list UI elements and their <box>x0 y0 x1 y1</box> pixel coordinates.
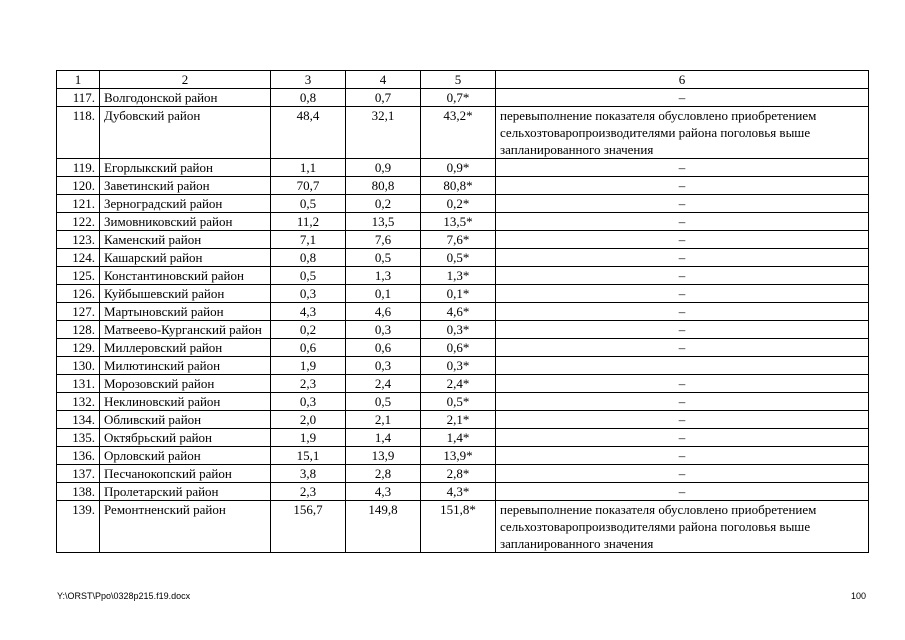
note-cell: – <box>496 303 869 321</box>
note-cell: – <box>496 231 869 249</box>
district-name-cell: Миллеровский район <box>100 339 271 357</box>
row-number-cell: 128. <box>57 321 100 339</box>
note-cell: – <box>496 339 869 357</box>
note-cell: – <box>496 465 869 483</box>
value-col5-cell: 0,7* <box>421 89 496 107</box>
header-cell: 3 <box>271 71 346 89</box>
district-name-cell: Дубовский район <box>100 107 271 159</box>
row-number-cell: 129. <box>57 339 100 357</box>
table-row <box>57 159 869 177</box>
table-row <box>57 213 869 231</box>
value-col3-cell: 48,4 <box>271 107 346 159</box>
value-col4-cell: 0,2 <box>346 195 421 213</box>
value-col5-cell: 13,5* <box>421 213 496 231</box>
value-col5-cell: 0,1* <box>421 285 496 303</box>
value-col4-cell: 0,3 <box>346 321 421 339</box>
district-name-cell: Обливский район <box>100 411 271 429</box>
value-col3-cell: 1,1 <box>271 159 346 177</box>
district-name-cell: Неклиновский район <box>100 393 271 411</box>
value-col3-cell: 0,3 <box>271 393 346 411</box>
page-number: 100 <box>850 591 866 601</box>
table-row <box>57 429 869 447</box>
row-number-cell: 138. <box>57 483 100 501</box>
header-row <box>57 71 869 89</box>
table-row <box>57 267 869 285</box>
value-col5-cell: 0,9* <box>421 159 496 177</box>
table-row <box>57 375 869 393</box>
data-table <box>56 70 869 553</box>
value-col3-cell: 15,1 <box>271 447 346 465</box>
note-cell: перевыполнение показателя обусловлено приобретением сельхозтоваропроизводителями района поголовья выше запланированного значения <box>496 501 869 553</box>
value-col5-cell: 80,8* <box>421 177 496 195</box>
value-col4-cell: 80,8 <box>346 177 421 195</box>
row-number-cell: 139. <box>57 501 100 553</box>
note-cell <box>496 357 869 375</box>
value-col3-cell: 0,3 <box>271 285 346 303</box>
district-name-cell: Морозовский район <box>100 375 271 393</box>
district-name-cell: Заветинский район <box>100 177 271 195</box>
header-cell: 2 <box>100 71 271 89</box>
value-col5-cell: 4,6* <box>421 303 496 321</box>
value-col4-cell: 0,9 <box>346 159 421 177</box>
value-col4-cell: 2,8 <box>346 465 421 483</box>
value-col3-cell: 2,3 <box>271 483 346 501</box>
district-name-cell: Константиновский район <box>100 267 271 285</box>
table-row <box>57 447 869 465</box>
row-number-cell: 117. <box>57 89 100 107</box>
note-cell: перевыполнение показателя обусловлено приобретением сельхозтоваропроизводителями района поголовья выше запланированного значения <box>496 107 869 159</box>
district-name-cell: Зерноградский район <box>100 195 271 213</box>
value-col5-cell: 0,3* <box>421 357 496 375</box>
district-name-cell: Мартыновский район <box>100 303 271 321</box>
value-col5-cell: 2,1* <box>421 411 496 429</box>
note-cell: – <box>496 483 869 501</box>
district-name-cell: Пролетарский район <box>100 483 271 501</box>
note-cell: – <box>496 285 869 303</box>
value-col4-cell: 4,3 <box>346 483 421 501</box>
value-col5-cell: 43,2* <box>421 107 496 159</box>
value-col3-cell: 1,9 <box>271 429 346 447</box>
row-number-cell: 121. <box>57 195 100 213</box>
district-name-cell: Милютинский район <box>100 357 271 375</box>
note-cell: – <box>496 177 869 195</box>
note-cell: – <box>496 447 869 465</box>
value-col5-cell: 0,5* <box>421 249 496 267</box>
value-col4-cell: 7,6 <box>346 231 421 249</box>
row-number-cell: 118. <box>57 107 100 159</box>
value-col3-cell: 1,9 <box>271 357 346 375</box>
table-row <box>57 303 869 321</box>
row-number-cell: 122. <box>57 213 100 231</box>
table-row <box>57 107 869 159</box>
row-number-cell: 126. <box>57 285 100 303</box>
value-col5-cell: 2,4* <box>421 375 496 393</box>
value-col3-cell: 0,2 <box>271 321 346 339</box>
row-number-cell: 132. <box>57 393 100 411</box>
value-col4-cell: 0,5 <box>346 249 421 267</box>
value-col5-cell: 4,3* <box>421 483 496 501</box>
value-col5-cell: 7,6* <box>421 231 496 249</box>
district-name-cell: Октябрьский район <box>100 429 271 447</box>
value-col4-cell: 32,1 <box>346 107 421 159</box>
note-cell: – <box>496 213 869 231</box>
row-number-cell: 130. <box>57 357 100 375</box>
table-row <box>57 483 869 501</box>
note-cell: – <box>496 249 869 267</box>
row-number-cell: 135. <box>57 429 100 447</box>
table-row <box>57 249 869 267</box>
row-number-cell: 123. <box>57 231 100 249</box>
value-col3-cell: 7,1 <box>271 231 346 249</box>
note-cell: – <box>496 393 869 411</box>
value-col5-cell: 1,4* <box>421 429 496 447</box>
value-col4-cell: 2,1 <box>346 411 421 429</box>
value-col5-cell: 0,3* <box>421 321 496 339</box>
district-name-cell: Орловский район <box>100 447 271 465</box>
table-row <box>57 411 869 429</box>
table-row <box>57 339 869 357</box>
table-row <box>57 501 869 553</box>
value-col4-cell: 0,7 <box>346 89 421 107</box>
table-row <box>57 177 869 195</box>
value-col3-cell: 4,3 <box>271 303 346 321</box>
value-col3-cell: 0,5 <box>271 195 346 213</box>
value-col5-cell: 0,6* <box>421 339 496 357</box>
value-col3-cell: 3,8 <box>271 465 346 483</box>
header-cell: 1 <box>57 71 100 89</box>
note-cell: – <box>496 429 869 447</box>
value-col5-cell: 1,3* <box>421 267 496 285</box>
value-col4-cell: 149,8 <box>346 501 421 553</box>
district-name-cell: Матвеево-Курганский район <box>100 321 271 339</box>
note-cell: – <box>496 195 869 213</box>
table-row <box>57 285 869 303</box>
row-number-cell: 127. <box>57 303 100 321</box>
district-name-cell: Песчанокопский район <box>100 465 271 483</box>
file-path: Y:\ORST\Ppo\0328p215.f19.docx <box>57 591 191 601</box>
row-number-cell: 119. <box>57 159 100 177</box>
value-col4-cell: 4,6 <box>346 303 421 321</box>
note-cell: – <box>496 411 869 429</box>
row-number-cell: 137. <box>57 465 100 483</box>
district-name-cell: Куйбышевский район <box>100 285 271 303</box>
row-number-cell: 125. <box>57 267 100 285</box>
district-name-cell: Волгодонской район <box>100 89 271 107</box>
value-col5-cell: 2,8* <box>421 465 496 483</box>
table-row <box>57 465 869 483</box>
value-col4-cell: 2,4 <box>346 375 421 393</box>
value-col4-cell: 1,3 <box>346 267 421 285</box>
district-name-cell: Кашарский район <box>100 249 271 267</box>
note-cell: – <box>496 321 869 339</box>
value-col5-cell: 13,9* <box>421 447 496 465</box>
note-cell: – <box>496 267 869 285</box>
row-number-cell: 134. <box>57 411 100 429</box>
note-cell: – <box>496 375 869 393</box>
value-col4-cell: 0,3 <box>346 357 421 375</box>
value-col3-cell: 0,5 <box>271 267 346 285</box>
header-cell: 5 <box>421 71 496 89</box>
value-col4-cell: 0,6 <box>346 339 421 357</box>
table-row <box>57 357 869 375</box>
value-col3-cell: 2,0 <box>271 411 346 429</box>
table-row <box>57 321 869 339</box>
value-col3-cell: 0,6 <box>271 339 346 357</box>
district-name-cell: Зимовниковский район <box>100 213 271 231</box>
value-col4-cell: 0,1 <box>346 285 421 303</box>
value-col3-cell: 156,7 <box>271 501 346 553</box>
row-number-cell: 124. <box>57 249 100 267</box>
note-cell: – <box>496 89 869 107</box>
header-cell: 6 <box>496 71 869 89</box>
value-col4-cell: 13,9 <box>346 447 421 465</box>
table-row <box>57 393 869 411</box>
district-name-cell: Каменский район <box>100 231 271 249</box>
district-name-cell: Ремонтненский район <box>100 501 271 553</box>
value-col4-cell: 0,5 <box>346 393 421 411</box>
value-col5-cell: 0,2* <box>421 195 496 213</box>
value-col3-cell: 0,8 <box>271 89 346 107</box>
value-col5-cell: 151,8* <box>421 501 496 553</box>
value-col3-cell: 11,2 <box>271 213 346 231</box>
table-row <box>57 231 869 249</box>
header-cell: 4 <box>346 71 421 89</box>
note-cell: – <box>496 159 869 177</box>
table-row <box>57 89 869 107</box>
table-row <box>57 195 869 213</box>
district-name-cell: Егорлыкский район <box>100 159 271 177</box>
row-number-cell: 120. <box>57 177 100 195</box>
row-number-cell: 136. <box>57 447 100 465</box>
value-col4-cell: 1,4 <box>346 429 421 447</box>
value-col3-cell: 70,7 <box>271 177 346 195</box>
value-col5-cell: 0,5* <box>421 393 496 411</box>
value-col3-cell: 2,3 <box>271 375 346 393</box>
row-number-cell: 131. <box>57 375 100 393</box>
value-col4-cell: 13,5 <box>346 213 421 231</box>
value-col3-cell: 0,8 <box>271 249 346 267</box>
